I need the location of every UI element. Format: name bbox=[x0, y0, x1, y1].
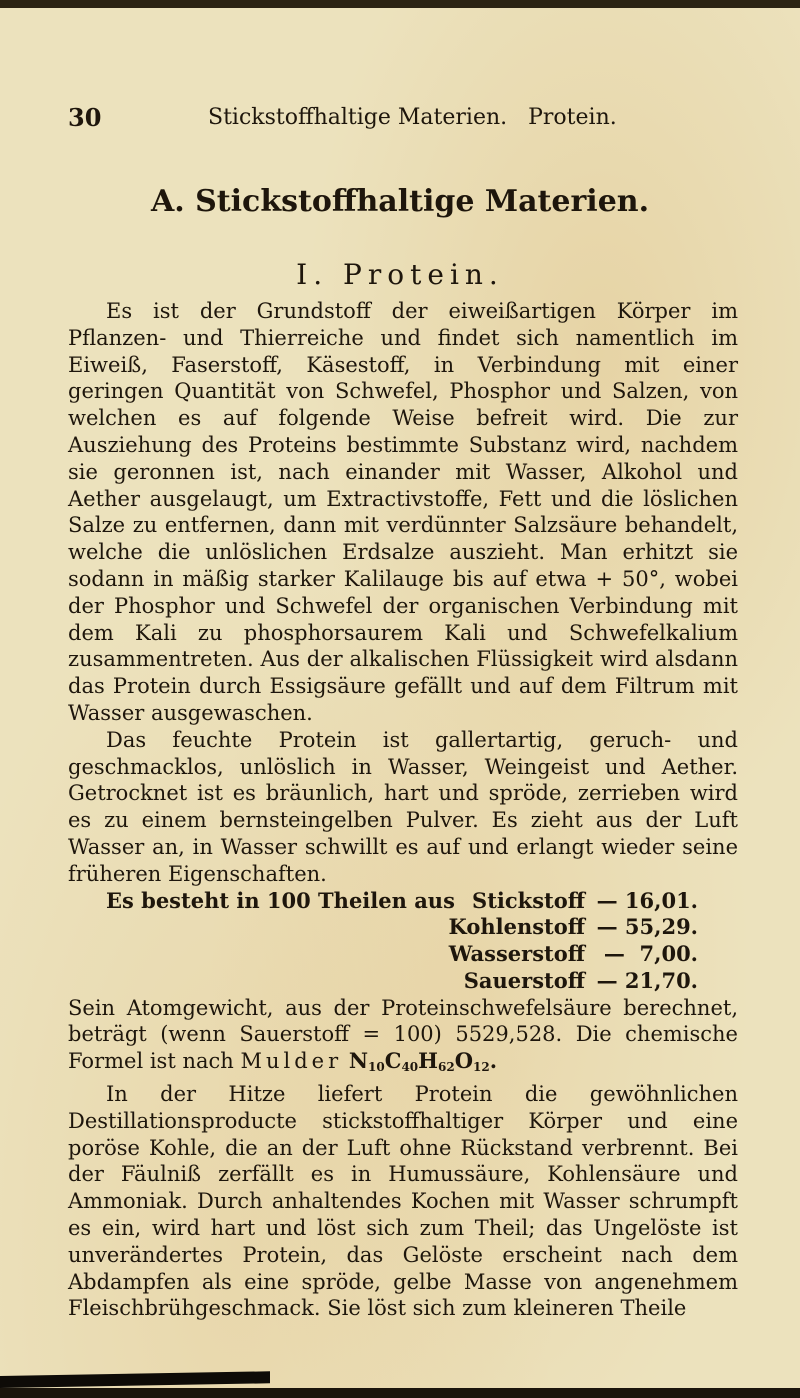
element-value: — 7,00. bbox=[603, 941, 698, 967]
section-title: A. Stickstoffhaltige Materien. bbox=[150, 184, 650, 219]
chapter-title: I. Protein. bbox=[296, 258, 504, 291]
composition-row bbox=[418, 941, 698, 968]
paragraph-heat: In der Hitze liefert Protein die gewöhnlichen Destillationsproducte stickstoffhaltiger Körper und eine poröse Kohle, die an der Luft ohne Rückstand verbrennt. Bei der Fäulniß zerfällt es in Humussäure, Kohlensäure und Ammoniak. Durch anhaltendes Kochen mit Wasser schrumpft es ein, wird hart und löst sich zum Theil; das Ungelöste ist unverändertes Protein, das Gelöste erscheint nach dem Abdampfen als eine spröde, gelbe Masse von angenehmem Fleischbrühgeschmack. Sie löst sich zum kleineren Theile bbox=[68, 1081, 738, 1321]
element-value: — 16,01. bbox=[596, 887, 698, 913]
scan-top-edge bbox=[0, 0, 800, 8]
element-name: Sauerstoff bbox=[463, 967, 585, 993]
composition-row bbox=[418, 968, 698, 995]
atomic-weight-text: Sein Atomgewicht, aus der Proteinschwefelsäure berechnet, beträgt (wenn Sauerstoff = 100) 5529,528. Die chemische Formel ist nach bbox=[68, 995, 738, 1074]
element-name: Kohlenstoff bbox=[448, 914, 585, 940]
chemical-formula: $N_{10}C_{40}H_{62}O_{12}$. bbox=[348, 1048, 497, 1075]
running-head bbox=[60, 98, 740, 138]
composition-row bbox=[418, 888, 698, 915]
composition-row bbox=[418, 914, 698, 941]
paragraph-atomic-weight bbox=[68, 995, 738, 1081]
page-number: 30 bbox=[68, 103, 102, 132]
paragraph-properties: Das feuchte Protein ist gallertartig, geruch- und geschmacklos, unlöslich in Wasser, Weingeist und Aether. Getrocknet ist es bräunlich, hart und spröde, zerrieben wird es zu einem bernsteingelben Pulver. Es zieht aus der Luft Wasser an, in Wasser schwillt es auf und erlangt wieder seine früheren Eigenschaften. bbox=[68, 727, 738, 886]
element-name: Wasserstoff bbox=[448, 941, 585, 967]
running-title: Stickstoffhaltige Materien. Protein. bbox=[208, 105, 617, 130]
element-value: — 55,29. bbox=[596, 914, 698, 940]
author-name: Mulder bbox=[240, 1049, 343, 1074]
element-value: — 21,70. bbox=[596, 967, 698, 993]
paragraph-extraction: Es ist der Grundstoff der eiweißartigen Körper im Pflanzen- und Thierreiche und findet sich namentlich im Eiweiß, Faserstoff, Käsestoff, in Verbindung mit einer geringen Quantität von Schwefel, Phosphor und Salzen, von welchen es auf folgende Weise befreit wird. Die zur Ausziehung des Proteins bestimmte Substanz wird, nachdem sie geronnen ist, nach einander mit Wasser, Alkohol und Aether ausgelaugt, um Extractivstoffe, Fett und die löslichen Salze zu entfernen, dann mit verdünnter Salzsäure behandelt, welche die unlöslichen Erdsalze auszieht. Man erhitzt sie sodann in mäßig starker Kalilauge bis auf etwa + 50°, wobei der Phosphor und Schwefel der organischen Verbindung mit dem Kali zu phosphorsaurem Kali und Schwefelkalium zusammentreten. Aus der alkalischen Flüssigkeit wird alsdann das Protein durch Essigsäure gefällt und auf dem Filtrum mit Wasser ausgewaschen. bbox=[68, 299, 738, 725]
scan-bottom-edge bbox=[0, 1371, 270, 1388]
book-page bbox=[0, 8, 800, 1388]
body-text bbox=[68, 298, 738, 1322]
composition-intro: Es besteht in 100 Theilen aus bbox=[106, 887, 455, 913]
element-name: Stickstoff bbox=[472, 887, 585, 913]
composition-table bbox=[68, 888, 738, 995]
